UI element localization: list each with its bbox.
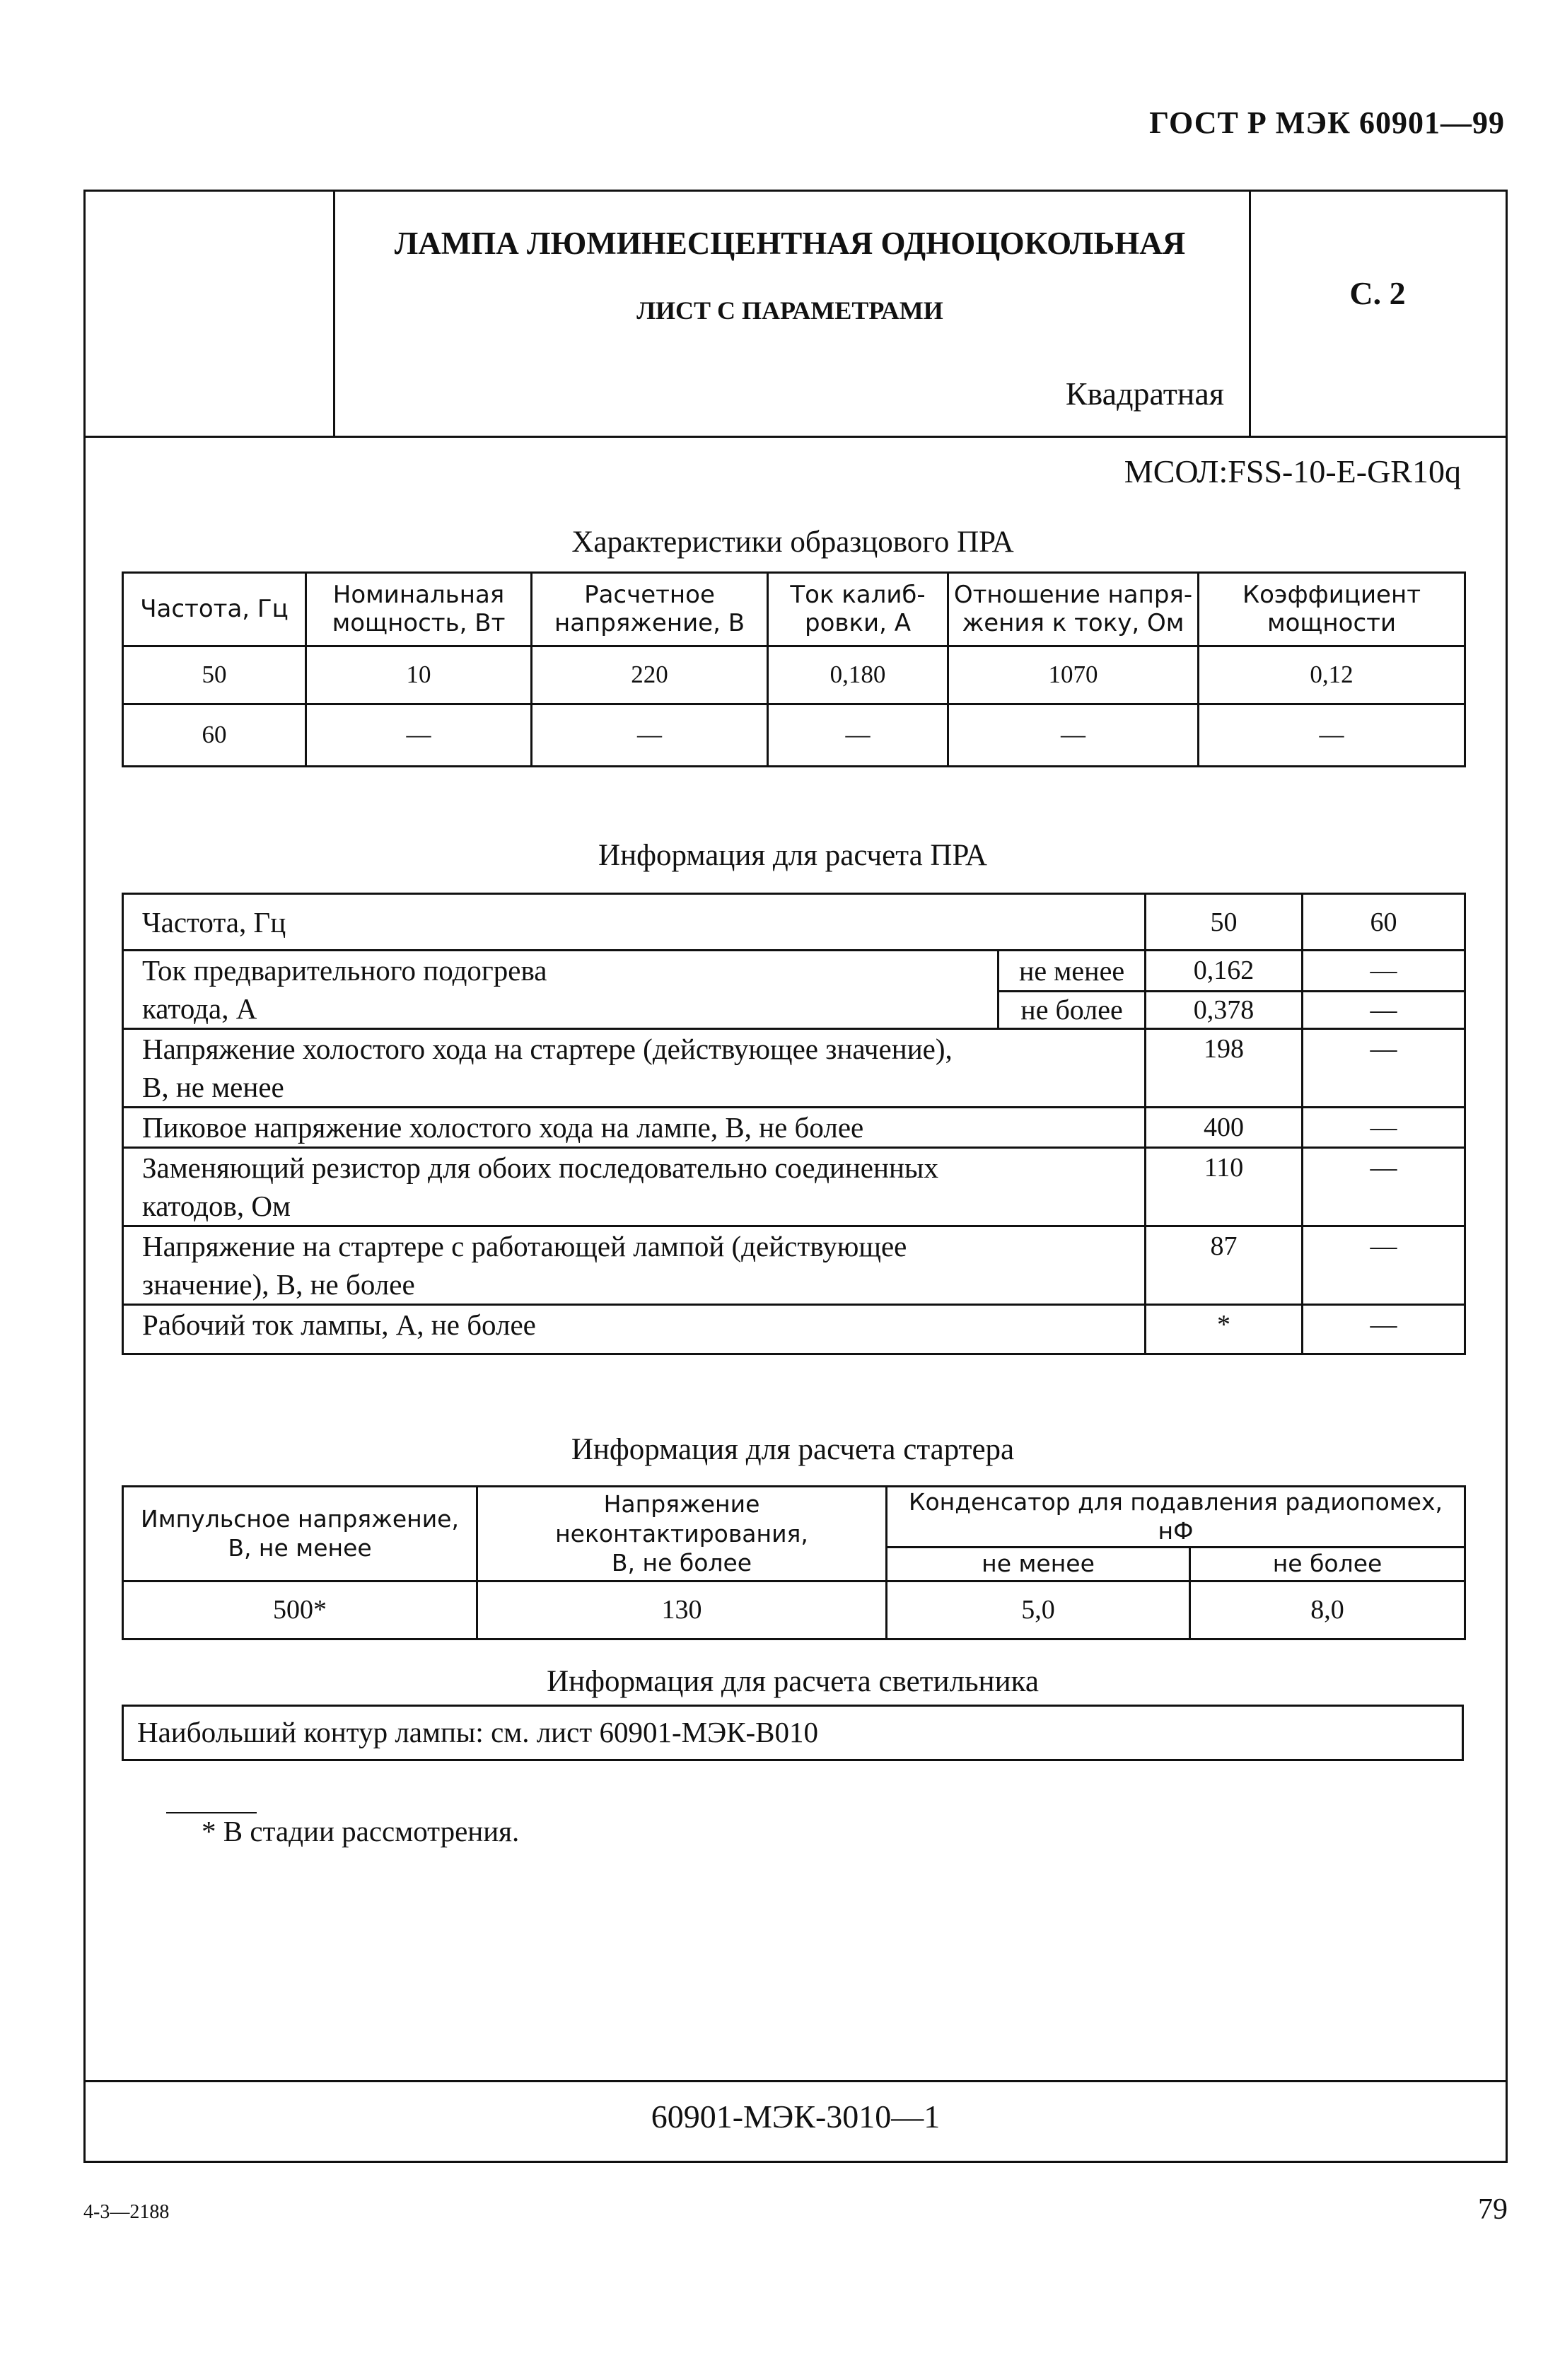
preheat-label: Ток предварительного подогрева катода, А xyxy=(123,951,999,1029)
table-cell: — xyxy=(1303,1226,1465,1305)
table-cell: 220 xyxy=(532,646,768,704)
table-cell: 400 xyxy=(1146,1108,1303,1148)
footnote-rule xyxy=(166,1812,257,1813)
table-row xyxy=(123,1029,1465,1108)
table-cell: — xyxy=(1303,1148,1465,1226)
table-header-row xyxy=(123,573,1465,646)
table-cell: — xyxy=(768,704,948,767)
table-cell: — xyxy=(1303,1029,1465,1108)
preheat-min-label: не менее xyxy=(999,951,1146,992)
table-cell: 87 xyxy=(1146,1226,1303,1305)
table-header-row xyxy=(123,1487,1465,1548)
table-cell: 60 xyxy=(123,704,306,767)
table-cell: 130 xyxy=(477,1581,887,1639)
row-label: Пиковое напряжение холостого хода на лампе, В, не более xyxy=(123,1108,1146,1148)
ballast-characteristics-table xyxy=(122,571,1466,767)
table-cell: — xyxy=(1303,1305,1465,1354)
table-cell: 10 xyxy=(306,646,532,704)
table-row xyxy=(123,1108,1465,1148)
table-row xyxy=(123,1148,1465,1226)
page-number: 79 xyxy=(1478,2193,1508,2226)
table-cell: 198 xyxy=(1146,1029,1303,1108)
table-cell: 0,378 xyxy=(1146,991,1303,1028)
table-cell: 50 xyxy=(123,646,306,704)
header-cell: Номинальная мощность, Вт xyxy=(306,573,532,646)
table-row xyxy=(123,1226,1465,1305)
footer-block-top-rule xyxy=(86,2080,1506,2082)
table-row xyxy=(123,646,1465,704)
row-label: Заменяющий резистор для обоих последовательно соединенных катодов, Ом xyxy=(123,1148,1146,1226)
lamp-designation: МСОЛ:FSS-10-E-GR10q xyxy=(1124,453,1461,489)
table-cell: 110 xyxy=(1146,1148,1303,1226)
table-cell: — xyxy=(1199,704,1465,767)
header-cell: Расчетное напряжение, В xyxy=(532,573,768,646)
capacitor-max-header: не более xyxy=(1190,1547,1465,1581)
table-cell: — xyxy=(1303,991,1465,1028)
table-cell: 5,0 xyxy=(887,1581,1190,1639)
table-row xyxy=(123,1305,1465,1354)
footnote: * В стадии рассмотрения. xyxy=(202,1815,520,1847)
table-cell: 0,180 xyxy=(768,646,948,704)
ballast-characteristics-caption: Характеристики образцового ПРА xyxy=(571,526,1014,559)
freq-label: Частота, Гц xyxy=(123,894,1146,951)
header-cell: Отношение напря- жения к току, Ом xyxy=(948,573,1199,646)
header-cell: Ток калиб- ровки, А xyxy=(768,573,948,646)
capacitor-header: Конденсатор для подавления радиопомех, нФ xyxy=(887,1487,1465,1548)
table-cell: * xyxy=(1146,1305,1303,1354)
table-row xyxy=(123,951,1465,992)
header-cell: Коэффициент мощности xyxy=(1199,573,1465,646)
table-cell: — xyxy=(1303,1108,1465,1148)
freq-50: 50 xyxy=(1146,894,1303,951)
table-cell: — xyxy=(948,704,1199,767)
print-code: 4-3—2188 xyxy=(83,2201,170,2223)
header-cell: Частота, Гц xyxy=(123,573,306,646)
luminaire-design-caption: Информация для расчета светильника xyxy=(547,1665,1039,1698)
table-cell: — xyxy=(306,704,532,767)
pulse-voltage-header: Импульсное напряжение, В, не менее xyxy=(123,1487,477,1581)
document-subtitle: ЛИСТ С ПАРАМЕТРАМИ xyxy=(636,296,943,325)
table-cell: 500* xyxy=(123,1581,477,1639)
sheet-number: 60901-МЭК-3010—1 xyxy=(651,2099,941,2135)
table-cell: — xyxy=(1303,951,1465,992)
table-cell: 1070 xyxy=(948,646,1199,704)
ballast-design-table xyxy=(122,893,1466,1355)
title-block-bottom-rule xyxy=(86,436,1506,438)
table-row xyxy=(123,1581,1465,1639)
luminaire-design-text: Наибольший контур лампы: см. лист 60901-МЭК-B010 xyxy=(137,1716,818,1748)
table-row xyxy=(123,894,1465,951)
title-block-divider-right xyxy=(1249,192,1251,438)
preheat-max-label: не более xyxy=(999,991,1146,1028)
standard-header: ГОСТ Р МЭК 60901—99 xyxy=(1149,105,1505,140)
table-cell: 0,12 xyxy=(1199,646,1465,704)
nonclosure-voltage-header: Напряжение неконтактирования, В, не более xyxy=(477,1487,887,1581)
table-cell: — xyxy=(532,704,768,767)
table-cell: 0,162 xyxy=(1146,951,1303,992)
capacitor-min-header: не менее xyxy=(887,1547,1190,1581)
table-row xyxy=(123,704,1465,767)
page-reference: С. 2 xyxy=(1349,275,1406,311)
starter-design-caption: Информация для расчета стартера xyxy=(571,1433,1015,1466)
table-cell: 8,0 xyxy=(1190,1581,1465,1639)
row-label: Напряжение на стартере с работающей лампой (действующее значение), В, не более xyxy=(123,1226,1146,1305)
document-title: ЛАМПА ЛЮМИНЕСЦЕНТНАЯ ОДНОЦОКОЛЬНАЯ xyxy=(394,226,1186,261)
row-label: Рабочий ток лампы, А, не более xyxy=(123,1305,1146,1354)
row-label: Напряжение холостого хода на стартере (действующее значение), В, не менее xyxy=(123,1029,1146,1108)
freq-60: 60 xyxy=(1303,894,1465,951)
starter-design-table xyxy=(122,1485,1466,1640)
lamp-shape-label: Квадратная xyxy=(1065,376,1224,412)
ballast-design-caption: Информация для расчета ПРА xyxy=(598,839,987,872)
